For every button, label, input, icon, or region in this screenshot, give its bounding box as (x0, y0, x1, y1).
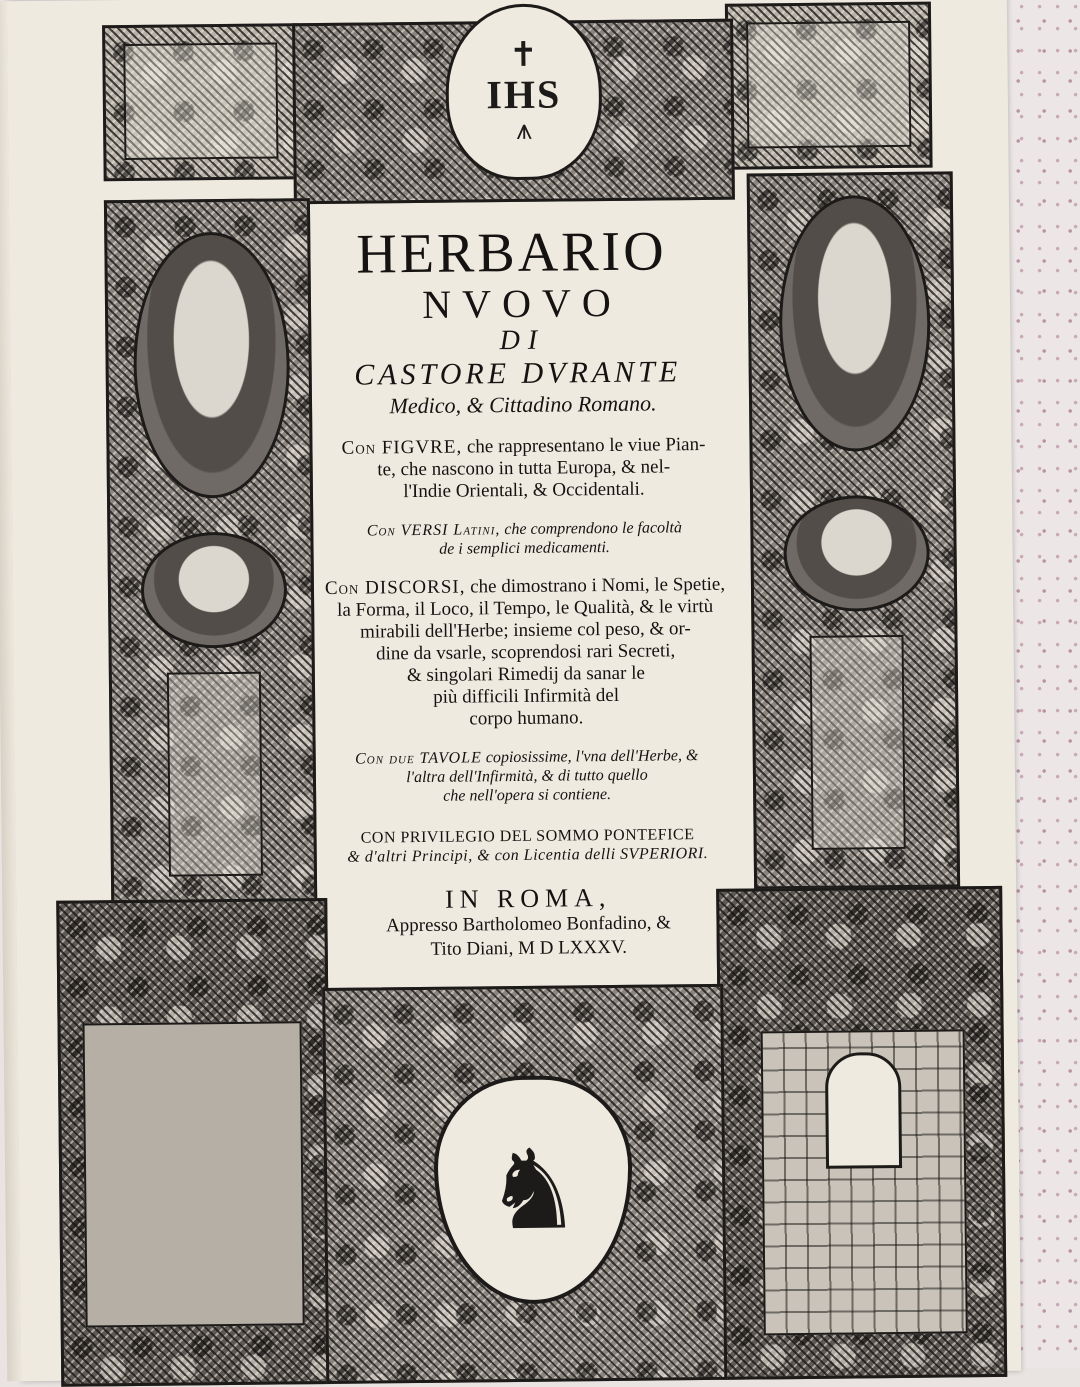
title-page-text (301, 222, 749, 964)
paragraph-lead: Con VERSI Latini, (366, 521, 501, 540)
paragraph-lead: Con due TAVOLE (354, 749, 482, 768)
neptune-figure (132, 231, 291, 499)
top-right-fruit-panel (725, 2, 933, 170)
paragraph-discorsi (305, 574, 747, 733)
paragraph-figure (303, 434, 744, 505)
paragraph-line: corpo humano. (469, 707, 584, 730)
right-vase-column (809, 635, 905, 850)
right-fruit-cluster (783, 495, 930, 613)
paragraph-lead: Con FIGVRE, (341, 436, 463, 459)
paragraph-line: che comprendono le facoltà (504, 519, 683, 539)
paragraph-lead: Con DISCORSI, (324, 576, 466, 599)
paragraph-line: de i semplici medicamenti. (439, 538, 610, 558)
paragraph-line: dine da vsarle, scoprendosi rari Secreti, (375, 640, 676, 665)
paragraph-line: che rappresentano le viue Pian- (466, 433, 706, 458)
imprint-line: Tito Diani, M D LXXXV. (430, 936, 628, 960)
author-name: CASTORE DVRANTE (354, 355, 682, 392)
privilege-line: CON PRIVILEGIO DEL SOMMO PONTEFICE (360, 826, 695, 847)
garden-scene (761, 1029, 968, 1335)
paragraph-versi (304, 518, 744, 561)
imprint-line: Appresso Bartholomeo Bonfadino, & (385, 912, 672, 937)
paragraph-line: mirabili dell'Herbe; insieme col peso, & or- (359, 618, 691, 643)
bottom-right-pedestal (716, 886, 1007, 1380)
author-description: Medico, & Cittadino Romano. (389, 390, 657, 419)
title-nuovo: NVOVO (422, 279, 622, 327)
nails-icon: ⩚ (516, 114, 533, 146)
paragraph-line: più difficili Infirmità del (433, 684, 620, 708)
imprint-printers (308, 911, 748, 964)
temple-shape (825, 1052, 902, 1169)
ihs-monogram: IHS (486, 70, 562, 117)
top-left-fruit-panel (102, 23, 300, 181)
paragraph-line: che nell'opera si contiene. (443, 785, 612, 805)
paragraph-line: la Forma, il Loco, il Tempo, le Qualità, & le virtù (337, 595, 714, 621)
paragraph-tavole (307, 746, 748, 808)
cross-icon: ✝ (508, 36, 538, 74)
paragraph-line: che dimostrano i Nomi, le Spetie, (470, 573, 726, 598)
title-di: DI (499, 324, 546, 357)
privilege-statement (307, 825, 747, 868)
paragraph-line: & singolari Rimedij da sanar le (406, 662, 645, 687)
fruit-basket-frame (746, 21, 911, 149)
paragraph-line: copiosissime, l'vna dell'Herbe, & (485, 747, 699, 767)
bust-figure (778, 195, 932, 453)
left-pillar (104, 198, 317, 906)
paragraph-line: te, che nascono in tutta Europa, & nel- (377, 456, 671, 481)
imprint-place: IN ROMA, (444, 882, 612, 914)
privilege-line: & d'altri Principi, & con Licentia delli SVPERIORI. (347, 844, 709, 866)
right-pillar (747, 171, 960, 889)
paragraph-line: l'Indie Orientali, & Occidentali. (403, 478, 645, 503)
landscape-scene (83, 1021, 305, 1327)
book-page (7, 0, 1021, 1381)
fruit-basket-frame (123, 42, 278, 160)
ihs-emblem (445, 3, 603, 181)
left-fruit-cluster (140, 531, 287, 649)
paragraph-line: l'altra dell'Infirmità, & di tutto quello (406, 766, 648, 787)
bottom-left-pedestal (56, 898, 332, 1387)
left-vase-column (167, 672, 263, 877)
rearing-horse-icon: ♞ (483, 1128, 584, 1252)
title-herbario: HERBARIO (356, 220, 667, 286)
